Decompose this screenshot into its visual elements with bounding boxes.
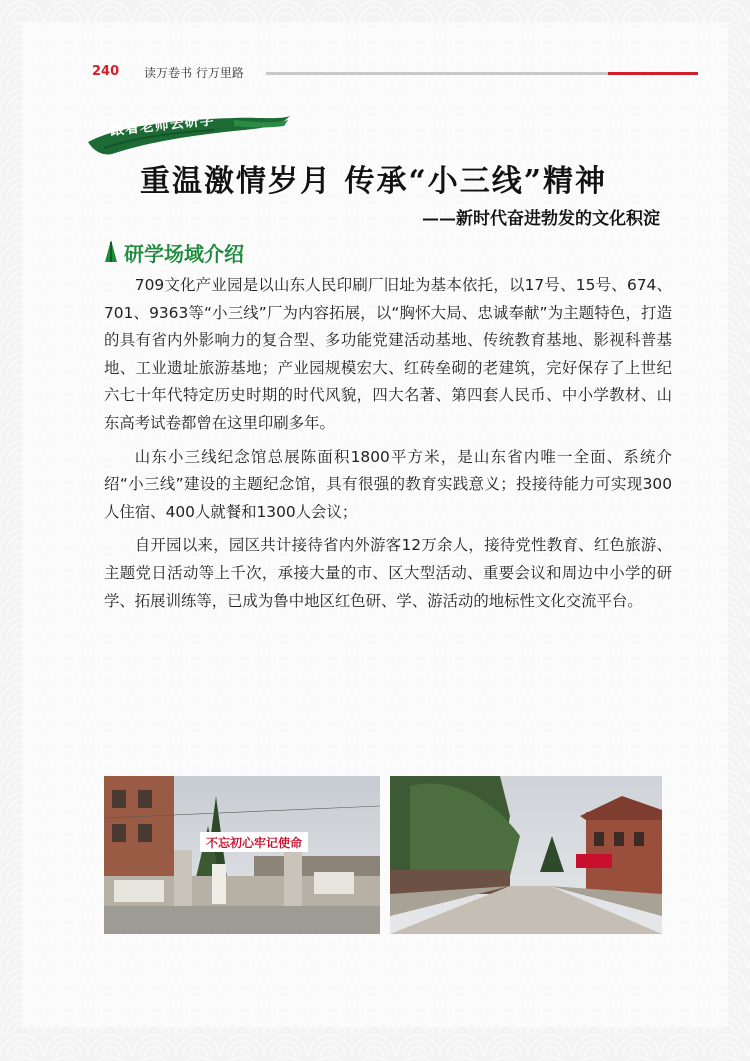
header-rule-red — [608, 72, 698, 75]
header-rule-gray — [266, 72, 608, 75]
article-subtitle: ——新时代奋进勃发的文化积淀 — [422, 209, 660, 229]
slogan-sign: 不忘初心牢记使命 — [205, 836, 303, 850]
article-body — [104, 272, 672, 621]
running-title: 读万卷书 行万里路 — [144, 66, 244, 80]
paragraph-1: 709文化产业园是以山东人民印刷厂旧址为基本依托，以17号、15号、674、701、9363等“小三线”厂为内容拓展，以“胸怀大局、忠诚奉献”为主题特色，打造的具有省内外影响力的复合型、多功能党建活动基地、传统教育基地、影视科普基地、工业遗址旅游基地；产业园规模宏大、红砖垒砌的老建筑，完好保存了上世纪六七十年代特定历史时期的时代风貌，四大名著、第四套人民币、中小学教材、山东高考试卷都曾在这里印刷多年。 — [104, 276, 672, 432]
paragraph-3: 自开园以来，园区共计接待省内外游客12万余人，接待党性教育、红色旅游、主题党日活动等上千次，承接大量的市、区大型活动、重要会议和周边中小学的研学、拓展训练等，已成为鲁中地区红色研、学、游活动的地标性文化交流平台。 — [104, 536, 672, 610]
photo-memorial-gate — [104, 776, 380, 934]
photo-factory-road — [390, 776, 662, 934]
paragraph-2: 山东小三线纪念馆总展陈面积1800平方米，是山东省内唯一全面、系统介绍“小三线”建设的主题纪念馆，具有很强的教育实践意义；投接待能力可实现300人住宿、400人就餐和1300人会议； — [104, 447, 672, 521]
column-banner — [84, 108, 294, 158]
page-number: 240 — [92, 64, 120, 79]
section-title: 研学场域介绍 — [124, 242, 244, 266]
article-title: 重温激情岁月 传承“小三线”精神 — [140, 164, 607, 199]
running-header — [92, 64, 698, 84]
column-label: 跟着老师去研学 — [109, 112, 216, 139]
triangle-marker-icon — [104, 240, 118, 264]
